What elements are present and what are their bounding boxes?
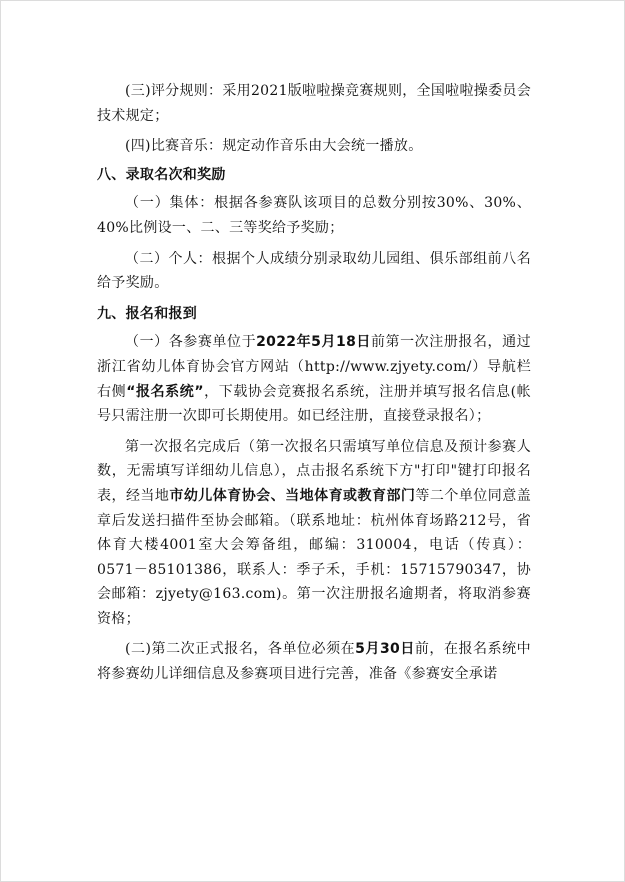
text-run: （一）各参赛单位于 [125,334,257,351]
paragraph-first-registration [97,330,531,428]
paragraph-group-awards: （一）集体：根据各参赛队该项目的总数分别按30%、30%、40%比例设一、二、三等奖给予奖励； [97,195,531,236]
text-run: 第一次报名完成后（第一次报名只需填写单位信息及预计参赛人数，无需填写详细幼儿信息），点击报名系统下方"打印"键打印报名表，经当地 [97,438,531,504]
paragraph-second-registration [97,637,531,686]
paragraph-scoring-rules: (三)评分规则：采用2021版啦啦操竞赛规则，全国啦啦操委员会技术规定； [97,83,531,124]
text-run: 等二个单位同意盖章后发送扫描件至协会邮箱。（联系地址：杭州体育场路212号，省体育大楼4001室大会筹备组，邮编：310004，电话（传真）：0571－85101386，联系人：季子禾，手机：15715790347，协会邮箱：zjyety@163.com)。第一次注册报名逾期者，将取消参赛资格； [97,487,532,627]
registration-deadline: 2022年5月18日 [256,334,371,351]
second-registration-deadline: 5月30日 [355,641,415,658]
org-name: 当地体育或教育部门 [285,487,416,504]
section-heading-awards: 八、录取名次和奖励 [97,166,226,183]
text-run: ，下载协会竞赛报名系统，注册并填写报名信息(帐号只需注册一次即可长期使用。如已经注册，直接登录报名）； [97,383,531,425]
paragraph-registration-process [97,435,531,632]
text-run: (二)第二次正式报名，各单位必须在 [125,641,356,658]
document-body [97,79,531,687]
paragraph-competition-music: (四)比赛音乐：规定动作音乐由大会统一播放。 [125,138,423,155]
org-name: 市幼儿体育协会 [169,487,271,504]
paragraph-individual-awards: （二）个人：根据个人成绩分别录取幼儿园组、俱乐部组前八名给予奖励。 [97,250,531,292]
text-run: 前，在报名系统中将参赛幼儿详细信息及参赛项目进行完善，准备《参赛安全承诺 [97,641,531,683]
separator: 、 [270,487,286,504]
text-run: 前第一次注册报名，通过浙江省幼儿体育协会官方网站（http://www.zjyety.com/）导航栏右侧 [97,334,531,400]
registration-system-label: “报名系统” [126,383,204,400]
section-heading-registration: 九、报名和报到 [97,305,198,322]
